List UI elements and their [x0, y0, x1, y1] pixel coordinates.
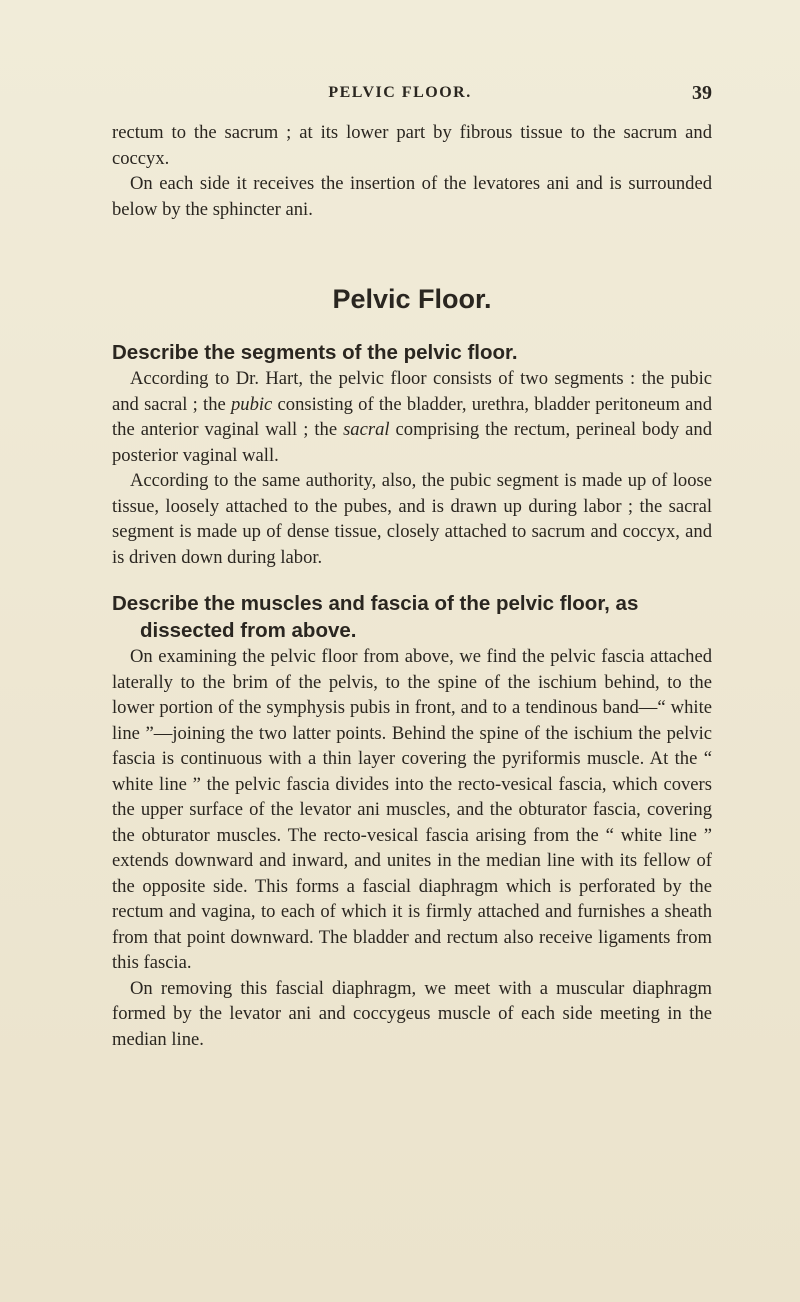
- italic-term-sacral: sacral: [343, 419, 390, 440]
- running-head: [0, 84, 800, 108]
- answer-text: comprising the rectum, perineal body and posterior vaginal wall.: [112, 419, 713, 466]
- question-muscles-fascia: Describe the muscles and fascia of the pelvic floor, as dissected from above.: [112, 592, 639, 642]
- page-number: 39: [692, 82, 712, 104]
- continuation-paragraph-2: On each side it receives the insertion of the levatores ani and is surrounded below by the sphincter ani.: [112, 173, 712, 220]
- section-title: Pelvic Floor.: [332, 284, 492, 314]
- continuation-paragraph: rectum to the sacrum ; at its lower part by fibrous tissue to the sacrum and coccyx.: [112, 122, 712, 169]
- answer-text: consisting of the bladder, urethra, bladder peritoneum and the anterior vaginal wall ; the: [112, 393, 712, 440]
- answer-text: According to Dr. Hart, the pelvic floor consists of two segments : the pubic and sacral ; the: [112, 368, 712, 415]
- answer-segments-paragraph-1: [112, 366, 712, 468]
- running-title: PELVIC FLOOR.: [328, 84, 472, 101]
- question-segments: Describe the segments of the pelvic floor.: [112, 341, 518, 364]
- page-content: [112, 120, 712, 1052]
- italic-term-pubic: pubic: [231, 393, 273, 415]
- answer-muscles-paragraph-2: On removing this fascial diaphragm, we meet with a muscular diaphragm formed by the levator ani and coccygeus muscle of each side meeting in the median line.: [112, 977, 712, 1050]
- answer-muscles-paragraph-1: On examining the pelvic floor from above, we find the pelvic fascia attached laterally to the brim of the pelvis, to the spine of the ischium behind, to the lower portion of the symphysis pubis in front, and to a tendinous band—“ white line ”—joining the two latter points. Behind the spine of the ischium the pelvic fascia is continuous with a thin layer covering the pyriformis muscle. At the “ white line ” the pelvic fascia divides into the recto-vesical fascia, which covers the upper surface of the levator ani muscles, and the obturator fascia, covering the obturator muscles. The recto-vesical fascia arising from the “ white line ” extends downward and inward, and unites in the median line with its fellow of the opposite side. This forms a fascial diaphragm which is perforated by the rectum and vagina, to each of which it is firmly attached and furnishes a sheath from that point downward. The bladder and rectum also receive ligaments from this fascia.: [112, 646, 712, 973]
- answer-segments-paragraph-2: According to the same authority, also, the pubic segment is made up of loose tissue, loosely attached to the pubes, and is drawn up during labor ; the sacral segment is made up of dense tissue, closely attached to sacrum and coccyx, and is driven down during labor.: [112, 470, 712, 568]
